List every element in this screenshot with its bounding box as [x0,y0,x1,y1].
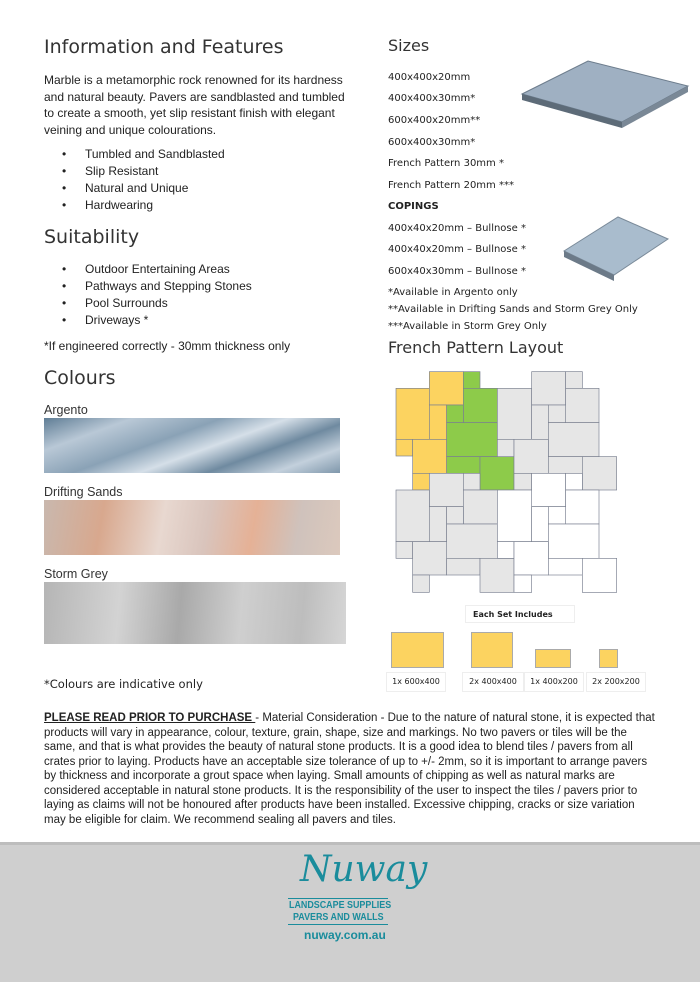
pattern-tile-white [548,524,599,558]
pattern-tile-grey [497,388,531,439]
pattern-tile-green [463,388,497,422]
feature-item: • Tumbled and Sandblasted [44,146,225,163]
pattern-tile-green [463,372,480,389]
pattern-tile-grey [514,439,548,473]
pattern-tile-grey [582,457,616,490]
pattern-tile-grey [497,439,514,456]
pattern-tile-yellow [413,473,430,490]
piece-200x200 [599,649,618,668]
suitability-item: • Pool Surrounds [44,295,252,312]
french-title: French Pattern Layout [388,338,564,357]
sizes-title: Sizes [388,36,430,55]
pattern-tile-grey [413,542,447,575]
pattern-tile-grey [396,542,413,559]
pattern-tile-white [514,575,532,592]
pattern-tile-grey [447,524,498,558]
suitability-item: • Driveways * [44,312,252,329]
pattern-tile-yellow [429,372,463,405]
piece-label: 2x 200x200 [586,672,646,692]
pattern-tile-grey [548,423,599,457]
footer [0,842,700,982]
colours-note: *Colours are indicative only [44,677,203,691]
pattern-tile-grey [429,473,463,506]
pattern-tile-white [514,542,548,575]
disclaimer-heading: PLEASE READ PRIOR TO PURCHASE [44,712,256,724]
copings-title: COPINGS [388,201,439,212]
logo-tagline-2: PAVERS AND WALLS [293,911,384,923]
french-pattern-diagram [380,360,660,600]
disclaimer-text: - Material Consideration - Due to the nature of natural stone, it is expected that products will vary in appearance, colour, texture, grain, shape, size and markings. No two pavers or tiles will be the same, and that is what provides the beauty of natural stone products. It is a good idea to blend tiles / pavers from all crates prior to laying. Products have an acceptable size tolerance of up to +/- 2mm, so it is important to arrange pavers by thickness and incorporate a grout space when laying. Small amounts of chipping as well as natural marks are considered acceptable in natural stone products. It is the responsibility of the user to inspect the tiles / pavers prior to laying as claims will not be honoured after products have been installed. Excessive chipping, cracks or size variation may be eligible for claim. We recommend sealing all pavers and tiles. [44,712,655,826]
pattern-tile-white [566,490,599,524]
pattern-tile-white [532,507,549,542]
set-title: Each Set Includes [465,605,575,623]
pattern-tile-grey [514,473,532,490]
piece-label: 1x 400x200 [524,672,584,692]
piece-label: 2x 400x400 [462,672,524,692]
suitability-note: *If engineered correctly - 30mm thickness only [44,339,291,353]
pattern-tile-white [497,490,531,542]
pattern-tile-grey [532,372,566,405]
size-item: 600x400x30mm* [388,137,476,148]
coping-image [562,213,672,288]
pattern-tile-grey [480,558,514,592]
colour-swatch-argento [44,418,340,473]
pattern-tile-yellow [429,405,446,439]
pattern-tile-grey [532,405,549,439]
piece-400x400 [471,632,513,668]
size-item: 600x400x20mm** [388,115,481,126]
pattern-tile-white [582,558,616,592]
colours-title: Colours [44,367,116,389]
pattern-tile-yellow [396,439,413,456]
info-title: Information and Features [44,36,284,58]
size-note: ***Available in Storm Grey Only [388,321,547,332]
suitability-item: • Pathways and Stepping Stones [44,278,252,295]
pattern-tile-grey [396,490,429,542]
pattern-tile-grey [548,457,582,474]
pattern-tile-grey [447,507,464,524]
colour-label-argento: Argento [44,403,88,417]
pattern-tile-white [548,558,582,575]
pattern-tile-grey [548,405,565,423]
size-item: 400x400x20mm [388,72,471,83]
piece-label: 1x 600x400 [386,672,446,692]
pattern-tile-grey [463,473,480,490]
suitability-title: Suitability [44,226,140,248]
coping-item: 400x40x20mm – Bullnose * [388,244,526,255]
colour-label-drifting-sands: Drifting Sands [44,485,123,499]
pattern-tile-white [532,473,566,506]
logo-wordmark: Nuway [300,849,428,890]
size-note: **Available in Drifting Sands and Storm Grey Only [388,304,638,315]
feature-item: • Natural and Unique [44,180,225,197]
suitability-item: • Outdoor Entertaining Areas [44,261,252,278]
piece-600x400 [391,632,444,668]
pattern-tile-grey [566,388,599,422]
logo-tagline-1: LANDSCAPE SUPPLIES [289,899,392,911]
disclaimer [44,711,656,827]
colour-label-storm-grey: Storm Grey [44,567,108,581]
colour-swatch-drifting-sands [44,500,340,555]
pattern-tile-grey [413,575,430,592]
feature-list [44,146,225,214]
website-link[interactable]: nuway.com.au [304,928,386,942]
pattern-tile-grey [429,507,446,542]
feature-item: • Hardwearing [44,197,225,214]
size-item: 400x400x30mm* [388,93,476,104]
pattern-tile-green [447,457,480,474]
suitability-list [44,261,252,329]
pattern-tile-green [447,423,498,457]
size-item: French Pattern 30mm * [388,158,504,169]
pattern-tile-green [447,405,464,423]
piece-400x200 [535,649,571,668]
pattern-tile-grey [463,490,497,524]
paver-image [518,56,693,131]
coping-item: 600x40x30mm – Bullnose * [388,266,526,277]
pattern-tile-grey [447,558,480,575]
pattern-tile-green [480,457,514,490]
pattern-tile-grey [566,372,583,389]
pattern-tile-white [566,473,583,490]
info-body: Marble is a metamorphic rock renowned for its hardness and natural beauty. Pavers are sandblasted and tumbled to create a smooth, yet slip resistant finish with elegant veining and unique colourations. [44,73,345,137]
colour-swatch-storm-grey [44,582,346,644]
pattern-tile-yellow [413,439,447,473]
coping-item: 400x40x20mm – Bullnose * [388,223,526,234]
pattern-tile-white [548,507,565,524]
size-note: *Available in Argento only [388,287,518,298]
feature-item: • Slip Resistant [44,163,225,180]
pattern-tile-yellow [396,388,429,439]
size-item: French Pattern 20mm *** [388,180,514,191]
pattern-tile-white [497,542,514,559]
